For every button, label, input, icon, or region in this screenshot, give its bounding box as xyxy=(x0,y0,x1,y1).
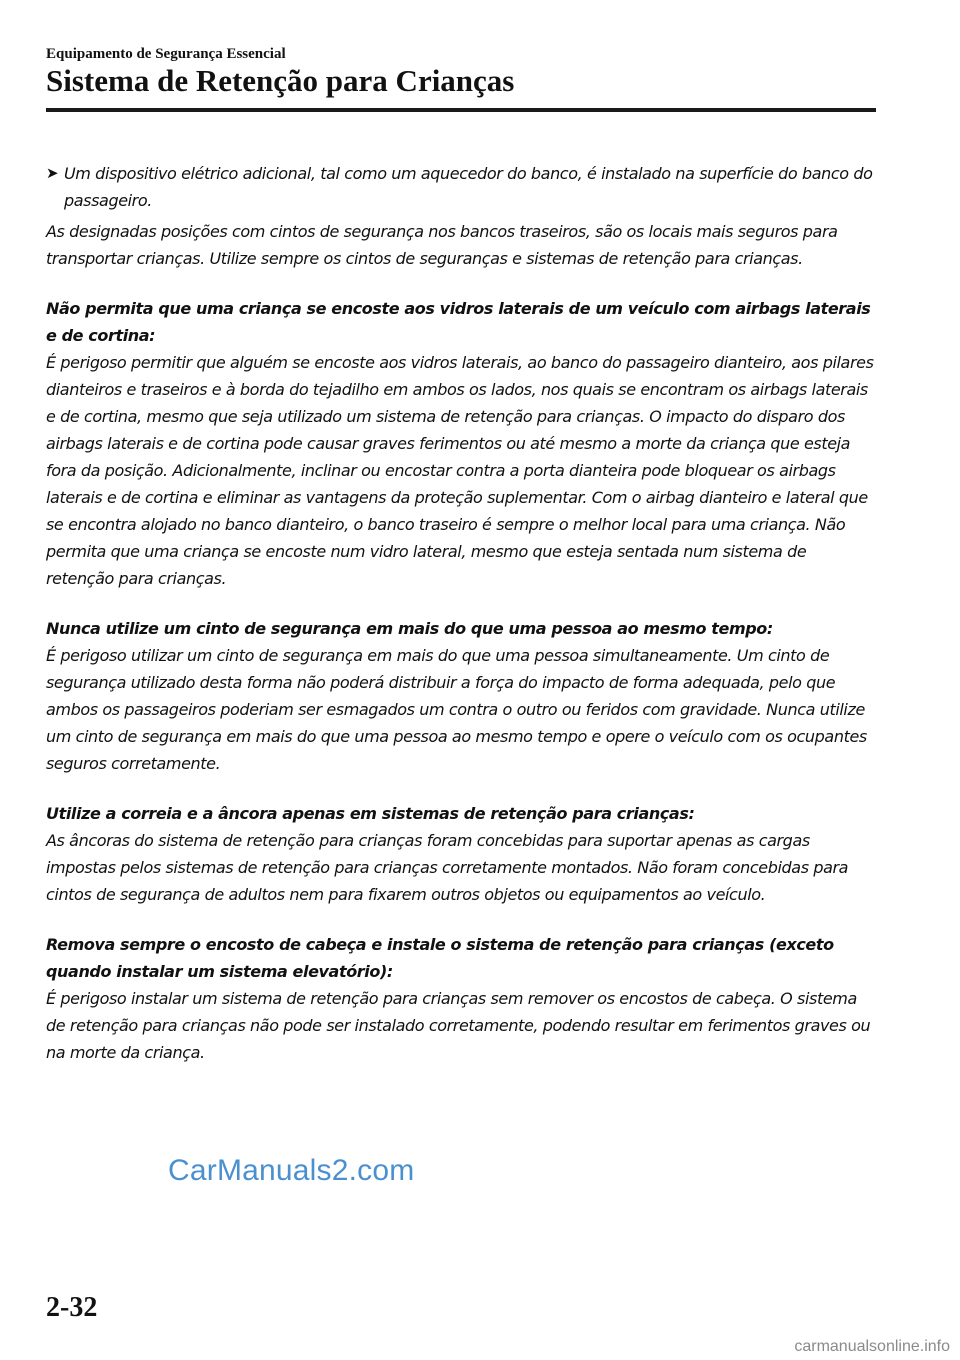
warning-block xyxy=(46,295,876,592)
page-number: 2-32 xyxy=(46,1292,98,1323)
intro-paragraph: As designadas posições com cintos de segurança nos bancos traseiros, são os locais mais seguros para transportar crianças. Utilize sempre os cintos de seguranças e sistemas de retenção para crianças. xyxy=(46,222,838,268)
title-rule xyxy=(46,108,876,112)
warning-heading: Nunca utilize um cinto de segurança em mais do que uma pessoa ao mesmo tempo: xyxy=(46,619,773,638)
warning-body: É perigoso utilizar um cinto de segurança em mais do que uma pessoa simultaneamente. Um cinto de segurança utilizado desta forma não poderá distribuir a força do impacto de forma adequada, pelo que ambos os passageiros poderiam ser esmagados um contra o outro ou feridos com gravidade. Nunca utilize um cinto de segurança em mais do que uma pessoa ao mesmo tempo e opere o veículo com os ocupantes seguros corretamente. xyxy=(46,646,867,773)
section-label: Equipamento de Segurança Essencial xyxy=(46,46,286,62)
manual-content xyxy=(46,160,876,1089)
warning-block xyxy=(46,615,876,777)
warning-heading: Remova sempre o encosto de cabeça e instale o sistema de retenção para crianças (exceto quando instalar um sistema elevatório): xyxy=(46,935,834,981)
condition-bullet xyxy=(46,160,876,214)
footer-watermark: carmanualsonline.info xyxy=(794,1338,950,1355)
warning-block xyxy=(46,800,876,908)
warning-heading: Não permita que uma criança se encoste aos vidros laterais de um veículo com airbags laterais e de cortina: xyxy=(46,299,871,345)
warning-body: É perigoso permitir que alguém se encoste aos vidros laterais, ao banco do passageiro dianteiro, aos pilares dianteiros e traseiros e à borda do tejadilho em ambos os lados, nos quais se encontram os airbags laterais e de cortina, mesmo que seja utilizado um sistema de retenção para crianças. O impacto do disparo dos airbags laterais e de cortina pode causar graves ferimentos ou até mesmo a morte da criança que esteja fora da posição. Adicionalmente, inclinar ou encostar contra a porta dianteira pode bloquear os airbags laterais e de cortina e eliminar as vantagens da proteção suplementar. Com o airbag dianteiro e lateral que se encontra alojado no banco dianteiro, o banco traseiro é sempre o melhor local para uma criança. Não permita que uma criança se encoste num vidro lateral, mesmo que esteja sentada num sistema de retenção para crianças. xyxy=(46,353,874,588)
warning-body: As âncoras do sistema de retenção para crianças foram concebidas para suportar apenas as cargas impostas pelos sistemas de retenção para crianças corretamente montados. Não foram concebidas para cintos de segurança de adultos nem para fixarem outros objetos ou equipamentos ao veículo. xyxy=(46,831,849,904)
chevron-right-icon: ➤ xyxy=(46,164,59,182)
page-title: Sistema de Retenção para Crianças xyxy=(46,63,515,98)
watermark-logo: CarManuals2.com xyxy=(168,1154,415,1187)
warning-block xyxy=(46,931,876,1066)
warning-body: É perigoso instalar um sistema de retenção para crianças sem remover os encostos de cabeça. O sistema de retenção para crianças não pode ser instalado corretamente, podendo resultar em ferimentos graves ou na morte da criança. xyxy=(46,989,871,1062)
bullet-text: Um dispositivo elétrico adicional, tal como um aquecedor do banco, é instalado na superfície do banco do passageiro. xyxy=(64,164,873,210)
warning-heading: Utilize a correia e a âncora apenas em sistemas de retenção para crianças: xyxy=(46,804,695,823)
